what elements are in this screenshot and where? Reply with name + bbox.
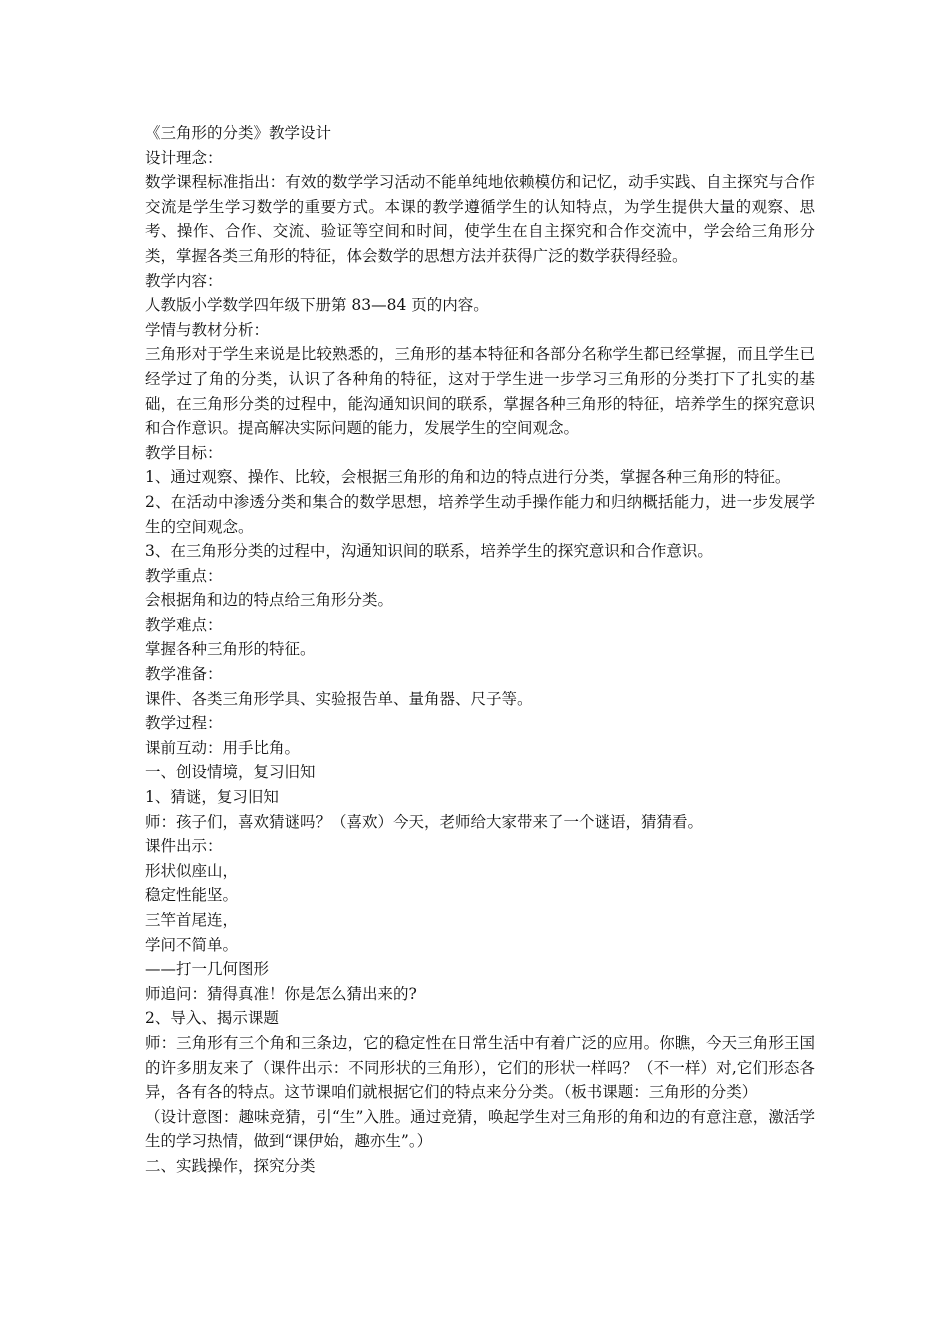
key-heading: 教学重点： [145,566,223,585]
courseware-show: 课件出示： [145,837,223,856]
analysis-text: 三角形对于学生来说是比较熟悉的，三角形的基本特征和各部分名称学生都已经掌握，而且学生已经学过了角的分类，认识了各种角的特征，这对于学生进一步学习三角形的分类打下了扎实的基础，在三角形分类的过程中，能沟通知识间的联系，掌握各种三角形的特征，培养学生的探究意识和合作意识。提高解决实际问题的能力，发展学生的空间观念。 [145,345,815,438]
riddle-line-3: 三竿首尾连， [145,911,239,929]
step-1-heading: 1、猜谜，复习旧知 [145,788,279,807]
document-title: 《三角形的分类》教学设计 [145,124,332,142]
difficulty-heading: 教学难点： [145,615,223,634]
design-intent: （设计意图：趣味竞猜，引“生”入胜。通过竞猜，唤起学生对三角形的角和边的有意注意，激活学生的学习热情，做到“课伊始，趣亦生”。） [145,1107,815,1151]
teacher-line-3: 师：三角形有三个角和三条边，它的稳定性在日常生活中有着广泛的应用。你瞧，今天三角形王国的许多朋友来了（课件出示：不同形状的三角形），它们的形状一样吗？（不一样）对,它们形态各异，各有各的特点。这节课咱们就根据它们的特点来分分类。（板书课题：三角形的分类） [145,1033,815,1102]
goals-heading: 教学目标： [145,443,223,462]
content-text: 人教版小学数学四年级下册第 83—84 页的内容。 [145,296,489,315]
goal-1: 1、通过观察、操作、比较，会根据三角形的角和边的特点进行分类，掌握各种三角形的特征。 [145,468,791,487]
difficulty-text: 掌握各种三角形的特征。 [145,640,316,659]
section-2-heading: 二、实践操作，探究分类 [145,1156,316,1175]
key-text: 会根据角和边的特点给三角形分类。 [145,591,394,610]
analysis-heading: 学情与教材分析： [145,320,270,339]
teacher-line-2: 师追问：猜得真准！你是怎么猜出来的? [145,984,417,1003]
riddle-line-1: 形状似座山， [145,861,239,880]
content-heading: 教学内容： [145,271,223,290]
goal-3: 3、在三角形分类的过程中，沟通知识间的联系，培养学生的探究意识和合作意识。 [145,542,713,561]
process-heading: 教学过程： [145,714,223,733]
warmup-text: 课前互动：用手比角。 [145,738,301,757]
goal-2: 2、在活动中渗透分类和集合的数学思想，培养学生动手操作能力和归纳概括能力，进一步发展学生的空间观念。 [145,492,815,536]
design-concept-text: 数学课程标准指出：有效的数学学习活动不能单纯地依赖模仿和记忆，动手实践、自主探究与合作交流是学生学习数学的重要方式。本课的教学遵循学生的认知特点，为学生提供大量的观察、思考、操作、合作、交流、验证等空间和时间，使学生在自主探究和合作交流中，学会给三角形分类，掌握各类三角形的特征，体会数学的思想方法并获得广泛的数学获得经验。 [145,173,815,265]
design-concept-heading: 设计理念： [145,148,223,167]
prep-heading: 教学准备： [145,665,223,684]
prep-text: 课件、各类三角形学具、实验报告单、量角器、尺子等。 [145,689,533,708]
riddle-line-2: 稳定性能坚。 [145,886,239,905]
teacher-line-1: 师：孩子们，喜欢猜谜吗？（喜欢）今天，老师给大家带来了一个谜语，猜猜看。 [145,812,704,831]
section-1-heading: 一、创设情境，复习旧知 [145,763,316,782]
document-page [145,121,815,1179]
step-2-heading: 2、导入、揭示课题 [145,1009,279,1028]
riddle-line-4: 学问不简单。 [145,935,239,954]
riddle-answer: ——打一几何图形 [145,960,270,979]
